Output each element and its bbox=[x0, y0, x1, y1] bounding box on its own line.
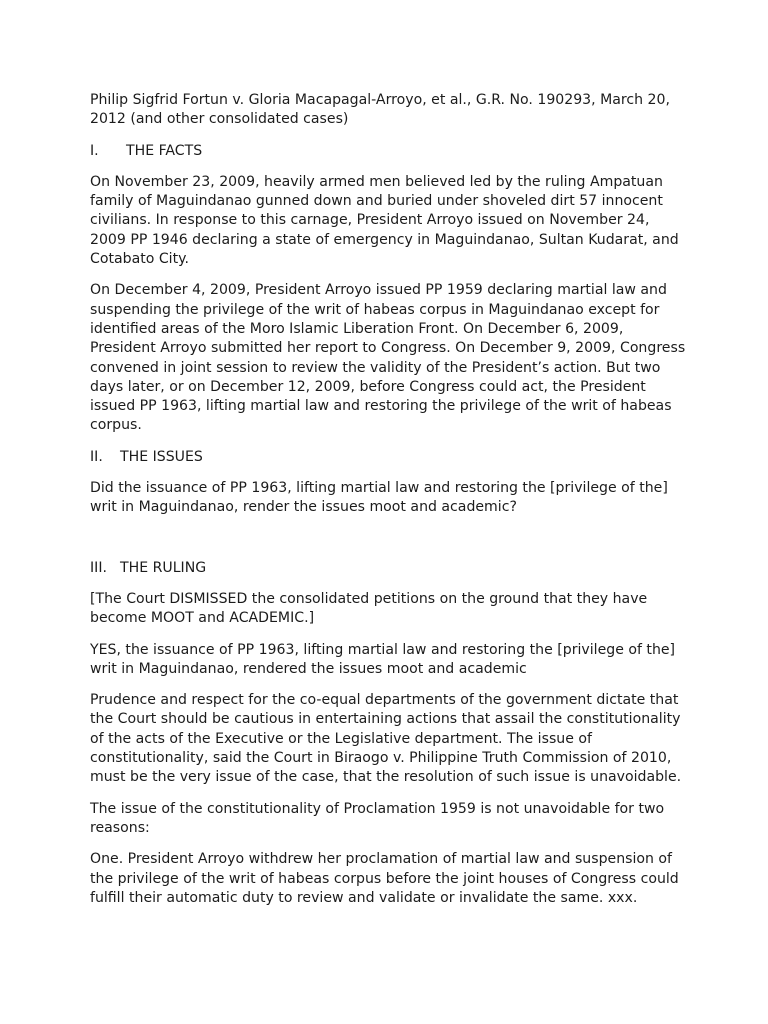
ruling-paragraph-3 bbox=[90, 691, 690, 787]
paragraph-line: corpus. bbox=[90, 417, 142, 434]
section-heading-ruling bbox=[90, 559, 690, 578]
paragraph-line: family of Maguindanao gunned down and buried under shoveled dirt 57 innocent bbox=[90, 193, 663, 210]
paragraph-line: convened in joint session to review the validity of the President’s action. But two bbox=[90, 359, 661, 376]
section-title: THE FACTS bbox=[126, 142, 203, 159]
paragraph-line: YES, the issuance of PP 1963, lifting martial law and restoring the [privilege of the] bbox=[90, 641, 676, 658]
paragraph-line: reasons: bbox=[90, 819, 150, 836]
section-number: II. bbox=[90, 448, 103, 465]
case-title bbox=[90, 91, 690, 130]
ruling-paragraph-1 bbox=[90, 590, 690, 629]
paragraph-line: become MOOT and ACADEMIC.] bbox=[90, 610, 315, 627]
section-heading-issues bbox=[90, 448, 690, 467]
paragraph-line: One. President Arroyo withdrew her proclamation of martial law and suspension of bbox=[90, 851, 672, 868]
paragraph-line: the privilege of the writ of habeas corpus before the joint houses of Congress could bbox=[90, 870, 679, 887]
paragraph-line: days later, or on December 12, 2009, before Congress could act, the President bbox=[90, 378, 646, 395]
paragraph-line: fulfill their automatic duty to review and validate or invalidate the same. xxx. bbox=[90, 889, 638, 906]
paragraph-line: On November 23, 2009, heavily armed men believed led by the ruling Ampatuan bbox=[90, 173, 663, 190]
paragraph-line: Prudence and respect for the co-equal departments of the government dictate that bbox=[90, 692, 679, 709]
paragraph-line: writ in Maguindanao, render the issues moot and academic? bbox=[90, 499, 517, 516]
paragraph-line: 2009 PP 1946 declaring a state of emergency in Maguindanao, Sultan Kudarat, and bbox=[90, 231, 679, 248]
paragraph-line: President Arroyo submitted her report to Congress. On December 9, 2009, Congress bbox=[90, 340, 686, 357]
case-title-line: 2012 (and other consolidated cases) bbox=[90, 111, 349, 128]
paragraph-line: the Court should be cautious in entertaining actions that assail the constitutionality bbox=[90, 711, 681, 728]
paragraph-line: constitutionality, said the Court in Biraogo v. Philippine Truth Commission of 2010, bbox=[90, 750, 672, 767]
paragraph-line: identified areas of the Moro Islamic Liberation Front. On December 6, 2009, bbox=[90, 320, 624, 337]
paragraph-line: civilians. In response to this carnage, President Arroyo issued on November 24, bbox=[90, 212, 650, 229]
paragraph-line: [The Court DISMISSED the consolidated petitions on the ground that they have bbox=[90, 590, 648, 607]
paragraph-line: issued PP 1963, lifting martial law and restoring the privilege of the writ of habeas bbox=[90, 398, 672, 415]
ruling-paragraph-2 bbox=[90, 641, 690, 680]
section-heading-facts bbox=[90, 142, 690, 161]
case-title-line: Philip Sigfrid Fortun v. Gloria Macapagal-Arroyo, et al., G.R. No. 190293, March 20, bbox=[90, 92, 670, 108]
ruling-paragraph-5 bbox=[90, 850, 690, 908]
paragraph-line: Cotabato City. bbox=[90, 251, 189, 268]
section-number: I. bbox=[90, 142, 99, 159]
section-number: III. bbox=[90, 559, 107, 576]
issues-paragraph-1 bbox=[90, 479, 690, 518]
document-page bbox=[90, 91, 690, 908]
paragraph-line: suspending the privilege of the writ of habeas corpus in Maguindanao except for bbox=[90, 301, 660, 318]
paragraph-line: The issue of the constitutionality of Proclamation 1959 is not unavoidable for two bbox=[90, 800, 665, 817]
facts-paragraph-1 bbox=[90, 173, 690, 269]
paragraph-line: On December 4, 2009, President Arroyo issued PP 1959 declaring martial law and bbox=[90, 282, 667, 299]
paragraph-line: of the acts of the Executive or the Legislative department. The issue of bbox=[90, 730, 592, 747]
section-title: THE RULING bbox=[120, 559, 207, 576]
paragraph-line: Did the issuance of PP 1963, lifting martial law and restoring the [privilege of the] bbox=[90, 480, 668, 497]
facts-paragraph-2 bbox=[90, 281, 690, 435]
paragraph-line: must be the very issue of the case, that the resolution of such issue is unavoidable. bbox=[90, 769, 682, 786]
ruling-paragraph-4 bbox=[90, 800, 690, 839]
paragraph-line: writ in Maguindanao, rendered the issues moot and academic bbox=[90, 660, 527, 677]
section-title: THE ISSUES bbox=[120, 448, 203, 465]
